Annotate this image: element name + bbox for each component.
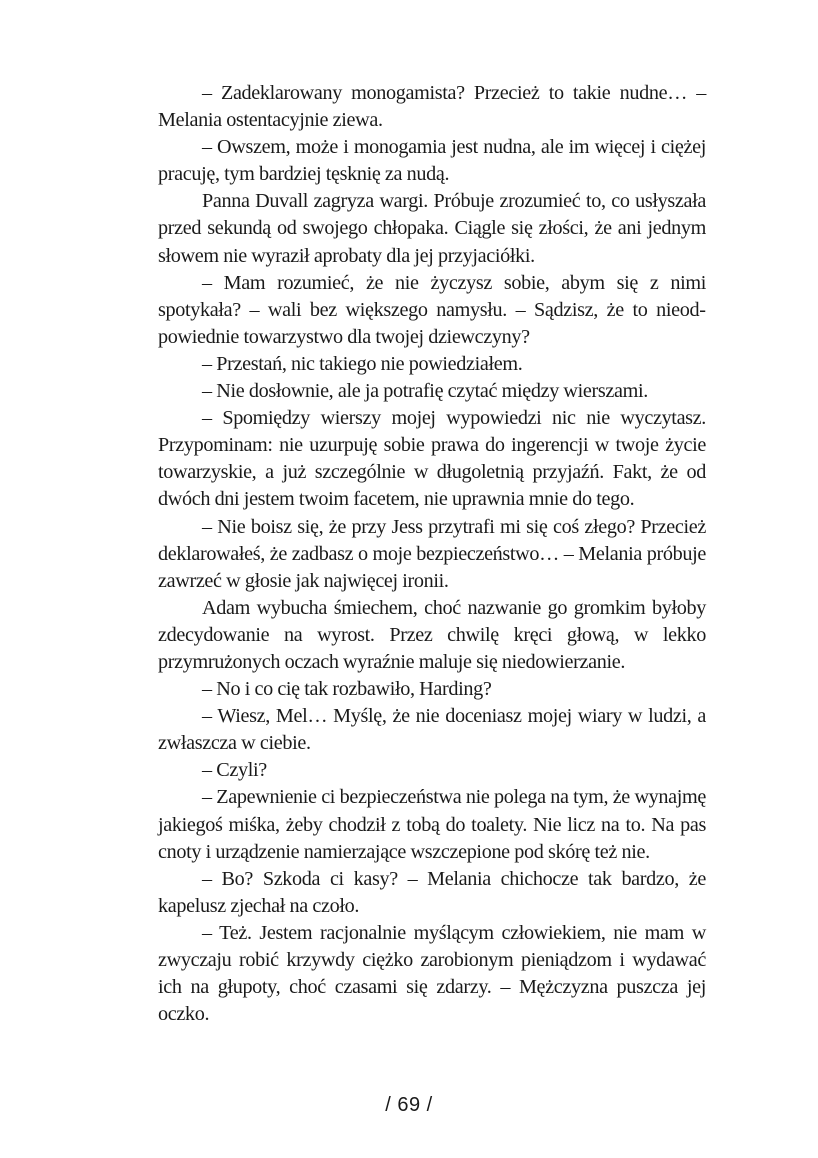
paragraph: Adam wybucha śmiechem, choć nazwanie go gromkim byłoby zdecydowanie na wyrost. Przez chwilę kręci głową, w lekko przymrużonych oczach wyraźnie maluje się niedowierzanie. bbox=[158, 596, 706, 673]
paragraph: – Bo? Szkoda ci kasy? – Melania chichocze tak bardzo, że kapelusz zjechał na czoło. bbox=[158, 867, 706, 917]
paragraph: – Owszem, może i monogamia jest nudna, ale im więcej i ciężej pracuję, tym bardziej tęsknię za nudą. bbox=[158, 136, 706, 186]
paragraph: – Mam rozumieć, że nie życzysz sobie, abym się z nimi spotykała? – wali bez większego namysłu. – Sądzisz, że to nieodpowiednie towarzystwo dla twojej dziewczyny? bbox=[158, 271, 706, 348]
paragraph: – Nie dosłownie, ale ja potrafię czytać między wierszami. bbox=[202, 380, 648, 403]
paragraph: – Wiesz, Mel… Myślę, że nie doceniasz mojej wiary w ludzi, a zwłaszcza w ciebie. bbox=[158, 705, 706, 755]
page-number: / 69 / bbox=[385, 1094, 433, 1116]
paragraph: – Zadeklarowany monogamista? Przecież to takie nudne… – Melania ostentacyjnie ziewa. bbox=[158, 82, 706, 132]
paragraph: – Też. Jestem racjonalnie myślącym człowiekiem, nie mam w zwyczaju robić krzywdy ciężko zarobionym pieniądzom i wydawać ich na głupoty, choć czasami się zdarzy. – Mężczyzna puszcza jej oczko. bbox=[158, 921, 706, 1026]
paragraph: Panna Duvall zagryza wargi. Próbuje zrozumieć to, co usłyszała przed sekundą od swojego chłopaka. Ciągle się złości, że ani jednym słowem nie wyraził aprobaty dla jej przyjaciółki. bbox=[158, 190, 706, 267]
paragraph: – No i co cię tak rozbawiło, Harding? bbox=[202, 678, 492, 701]
paragraph: – Czyli? bbox=[202, 759, 267, 782]
paragraph: – Przestań, nic takiego nie powiedziałem. bbox=[202, 352, 523, 375]
body-text bbox=[158, 80, 706, 1028]
paragraph: – Spomiędzy wierszy mojej wypowiedzi nic nie wyczytasz. Przypominam: nie uzurpuję sobie prawa do ingerencji w twoje życie towarzyskie, a już szczególnie w długoletnią przyjaźń. Fakt, że od dwóch dni jestem twoim facetem, nie uprawnia mnie do tego. bbox=[158, 407, 706, 511]
paragraph: – Zapewnienie ci bezpieczeństwa nie polega na tym, że wynajmę jakiegoś miśka, żeby chodził z tobą do toalety. Nie licz na to. Na pas cnoty i urządzenie namierzające wszczepione pod skórę też nie. bbox=[158, 786, 706, 863]
paragraph: – Nie boisz się, że przy Jess przytrafi mi się coś złego? Przecież deklarowałeś, że zadbasz o moje bezpieczeństwo… – Melania próbuje zawrzeć w głosie jak najwięcej ironii. bbox=[158, 515, 706, 592]
